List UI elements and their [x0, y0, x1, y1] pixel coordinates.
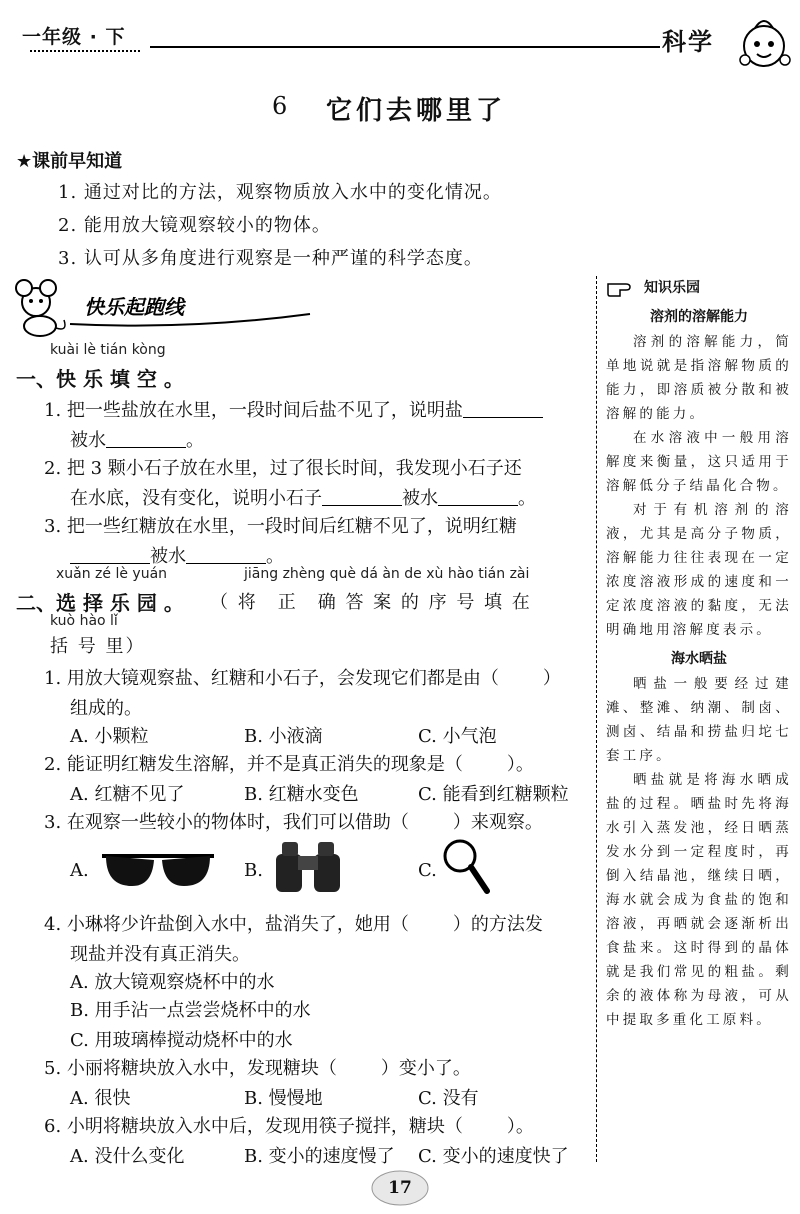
sidebar-paragraph: 在水溶液中一般用溶解度来衡量，这只适用于溶解低分子结晶化合物。: [606, 430, 792, 494]
question-line: 5. 小丽将糖块放入水中，发现糖块（ ）变小了。: [44, 1058, 471, 1079]
question-line: 现盐并没有真正消失。: [70, 944, 250, 965]
section-title: 二、选 择 乐 园 。: [16, 591, 184, 615]
section-title: 一、快 乐 填 空 。: [16, 367, 184, 391]
question-line: 1. 用放大镜观察盐、红糖和小石子，会发现它们都是由（ ）: [44, 668, 561, 689]
answer-blank[interactable]: [463, 400, 543, 418]
chapter-number: 6: [272, 92, 288, 120]
option-a[interactable]: A. 很快: [70, 1088, 131, 1109]
question-line: 2. 能证明红糖发生溶解，并不是真正消失的现象是（ ）。: [44, 754, 534, 775]
objective-item: 3. 认可从多角度进行观察是一种严谨的科学态度。: [58, 248, 483, 269]
option-a[interactable]: A. 小颗粒: [70, 726, 149, 747]
header-rule: [150, 46, 660, 48]
question-line: 3. 把一些红糖放在水里，一段时间后红糖不见了，说明红糖: [44, 516, 517, 537]
page-number: 17: [388, 1178, 412, 1198]
answer-blank[interactable]: [186, 546, 266, 564]
option-b[interactable]: B.: [244, 860, 263, 881]
sidebar-header: [606, 276, 792, 298]
answer-blank[interactable]: [438, 488, 518, 506]
question-line: 被水 。: [70, 542, 284, 568]
section-instruction: 括 号 里）: [50, 636, 146, 657]
header-dots: [30, 50, 140, 52]
objective-item: 1. 通过对比的方法，观察物质放入水中的变化情况。: [58, 182, 502, 203]
question-line: 在水底，没有变化，说明小石子 被水 。: [70, 488, 536, 509]
option-c[interactable]: C. 用玻璃棒搅动烧杯中的水: [70, 1030, 293, 1051]
question-line: 4. 小琳将少许盐倒入水中，盐消失了，她用（ ）的方法发: [44, 914, 543, 935]
question-line: 1. 把一些盐放在水里，一段时间后盐不见了，说明盐: [44, 396, 543, 422]
pinyin-line: kuò hào lǐ: [50, 613, 118, 629]
knowledge-sidebar: [606, 276, 792, 1032]
grade-label: 一年级 · 下: [22, 26, 126, 48]
pinyin-line: kuài lè tián kòng: [50, 342, 166, 358]
sidebar-subtitle: 溶剂的溶解能力: [650, 309, 748, 325]
binoculars-icon: [268, 836, 348, 896]
option-a[interactable]: A. 没什么变化: [70, 1146, 185, 1167]
question-line: 3. 在观察一些较小的物体时，我们可以借助（ ）来观察。: [44, 812, 543, 833]
option-c[interactable]: C. 小气泡: [418, 726, 497, 747]
option-b[interactable]: B. 小液滴: [244, 726, 323, 747]
chapter-title: 它们去哪里了: [326, 96, 507, 126]
subject-label: 科学: [662, 28, 714, 56]
sidebar-paragraph: 晒盐就是将海水晒成盐的过程。晒盐时先将海水引入蒸发池，经日晒蒸发水分到一定程度时，再倒入结晶池，继续日晒，海水就会成为食盐的饱和溶液，再晒就会逐渐析出食盐来。这时得到的晶体就是我们常见的粗盐。剩余的液体称为母液，可从中提取多重化工原料。: [606, 772, 792, 1028]
option-a[interactable]: A. 放大镜观察烧杯中的水: [70, 972, 275, 993]
question-line: 被水 。: [70, 430, 204, 451]
answer-blank[interactable]: [322, 488, 402, 506]
pointing-hand-icon: [606, 276, 638, 298]
section-instruction: （ 将 正 确 答 案 的 序 号 填 在: [210, 592, 532, 613]
option-b[interactable]: B. 用手沾一点尝尝烧杯中的水: [70, 1000, 311, 1021]
mascot-icon: [735, 14, 793, 72]
sidebar-paragraph: 溶剂的溶解能力，简单地说就是指溶解物质的能力，即溶质被分散和被溶解的能力。: [606, 334, 792, 422]
option-b[interactable]: B. 变小的速度慢了: [244, 1146, 395, 1167]
magnifier-icon: [440, 836, 492, 896]
objective-item: 2. 能用放大镜观察较小的物体。: [58, 215, 331, 236]
option-c[interactable]: C. 没有: [418, 1088, 479, 1109]
answer-blank[interactable]: [70, 546, 150, 564]
section-banner: [10, 272, 330, 342]
preview-heading: ★课前早知道: [16, 151, 123, 172]
pinyin-line: xuǎn zé lè yuán: [56, 566, 168, 582]
option-a[interactable]: A. 红糖不见了: [70, 784, 185, 805]
sidebar-paragraph: 晒盐一般要经过建滩、整滩、纳潮、制卤、测卤、结晶和捞盐归坨七套工序。: [606, 676, 792, 764]
question-line: 6. 小明将糖块放入水中后，发现用筷子搅拌，糖块（ ）。: [44, 1116, 534, 1137]
pinyin-line: jiāng zhèng què dá àn de xù hào tián zài: [244, 566, 530, 582]
option-b[interactable]: B. 红糖水变色: [244, 784, 359, 805]
option-c[interactable]: C. 变小的速度快了: [418, 1146, 569, 1167]
option-b[interactable]: B. 慢慢地: [244, 1088, 323, 1109]
option-c[interactable]: C. 能看到红糖颗粒: [418, 784, 569, 805]
question-line: 组成的。: [70, 698, 142, 719]
option-a[interactable]: A.: [70, 860, 89, 881]
sidebar-heading: 知识乐园: [644, 280, 700, 296]
mouse-icon: [16, 280, 65, 336]
sidebar-divider: [596, 276, 597, 1162]
question-line: 2. 把 3 颗小石子放在水里，过了很长时间，我发现小石子还: [44, 458, 522, 479]
sunglasses-icon: [98, 846, 218, 894]
sidebar-paragraph: 对于有机溶剂的溶液，尤其是高分子物质，溶解能力往往表现在一定浓度溶液形成的速度和一定浓度溶液的黏度，无法明确地用溶解度表示。: [606, 502, 792, 638]
banner-title: 快乐起跑线: [84, 295, 184, 319]
answer-blank[interactable]: [106, 430, 186, 448]
option-c[interactable]: C.: [418, 860, 437, 881]
sidebar-subtitle: 海水晒盐: [671, 651, 727, 667]
